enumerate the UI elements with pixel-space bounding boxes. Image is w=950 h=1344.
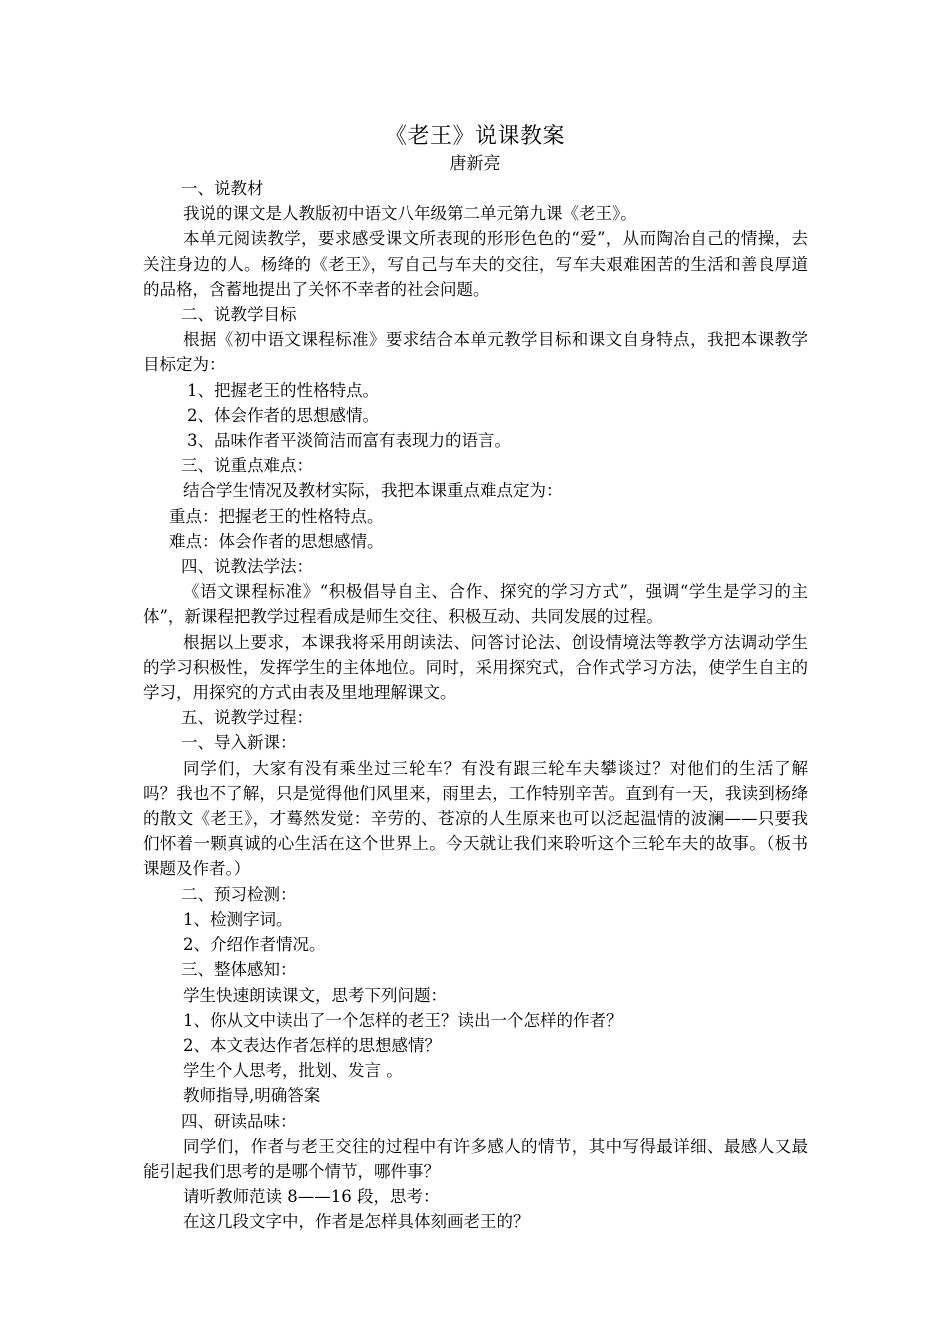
section-heading-textbook: 一、说教材 — [181, 179, 264, 198]
list-item: 1、检测字词。 — [183, 909, 293, 929]
paragraph: 结合学生情况及教材实际，我把本课重点难点定为： — [183, 481, 563, 501]
subsection-heading: 二、预习检测： — [181, 884, 297, 904]
document-title: 《老王》说课教案 — [384, 124, 565, 149]
paragraph: 我说的课文是人教版初中语文八年级第二单元第九课《老王》。 — [183, 204, 637, 224]
document-body — [143, 176, 808, 1235]
subsection-heading: 三、整体感知： — [181, 960, 297, 980]
section-heading-key-points: 三、说重点难点： — [181, 456, 313, 476]
subsection-heading: 一、导入新课： — [181, 733, 297, 753]
section-heading-objectives: 二、说教学目标 — [181, 305, 297, 325]
paragraph: 本单元阅读教学，要求感受课文所表现的形形色色的“爱”，从而陶冶自己的情操，去关注身边的人。杨绛的《老王》，写自己与车夫的交往，写车夫艰难困苦的生活和善良厚道的品格，含蓄地提出了关怀不幸者的社会问题。 — [143, 229, 808, 299]
list-item: 3、品味作者平淡简洁而富有表现力的语言。 — [187, 431, 511, 451]
section-heading-methods: 四、说教法学法： — [181, 557, 313, 577]
paragraph: 在这几段文字中，作者是怎样具体刻画老王的？ — [183, 1212, 530, 1232]
paragraph: 重点：把握老王的性格特点。 — [169, 506, 384, 526]
paragraph: 学生个人思考，批划、发言 。 — [183, 1061, 403, 1081]
paragraph: 根据以上要求，本课我将采用朗读法、问答讨论法、创设情境法等教学方法调动学生的学习积极性，发挥学生的主体地位。同时，采用探究式，合作式学习方法，使学生自主的学习，用探究的方式由表及里地理解课文。 — [143, 632, 808, 703]
paragraph: 教师指导,明确答案 — [183, 1086, 321, 1106]
paragraph: 《语文课程标准》“积极倡导自主、合作、探究的学习方式”，强调“学生是学习的主体”，新课程把教学过程看成是师生交往、积极互动、共同发展的过程。 — [143, 582, 808, 627]
section-heading-process: 五、说教学过程： — [181, 708, 313, 728]
paragraph: 请听教师范读 8——16 段，思考： — [183, 1187, 440, 1207]
paragraph: 根据《初中语文课程标准》要求结合本单元教学目标和课文自身特点，我把本课教学目标定为： — [143, 330, 808, 375]
subsection-heading: 四、研读品味： — [181, 1111, 297, 1131]
paragraph: 同学们，大家有没有乘坐过三轮车？有没有跟三轮车夫攀谈过？对他们的生活了解吗？我也不了解，只是觉得他们风里来，雨里去，工作特别辛苦。直到有一天，我读到杨绛的散文《老王》，才蓦然发觉：辛劳的、苍凉的人生原来也可以泛起温情的波澜——只要我们怀着一颗真诚的心生活在这个世界上。今天就让我们来聆听这个三轮车夫的故事。（板书课题及作者。） — [143, 758, 808, 879]
list-item: 2、本文表达作者怎样的思想感情？ — [183, 1035, 441, 1055]
list-item: 2、介绍作者情况。 — [183, 935, 326, 955]
paragraph: 难点：体会作者的思想感情。 — [169, 531, 384, 551]
document-author: 唐新亮 — [449, 154, 501, 174]
list-item: 1、你从文中读出了一个怎样的老王？读出一个怎样的作者？ — [183, 1010, 623, 1030]
paragraph: 同学们，作者与老王交往的过程中有许多感人的情节，其中写得最详细、最感人又最能引起我们思考的是哪个情节，哪件事？ — [143, 1136, 808, 1181]
list-item: 2、体会作者的思想感情。 — [187, 405, 379, 425]
list-item: 1、把握老王的性格特点。 — [187, 380, 379, 400]
paragraph: 学生快速朗读课文，思考下列问题： — [183, 985, 447, 1005]
